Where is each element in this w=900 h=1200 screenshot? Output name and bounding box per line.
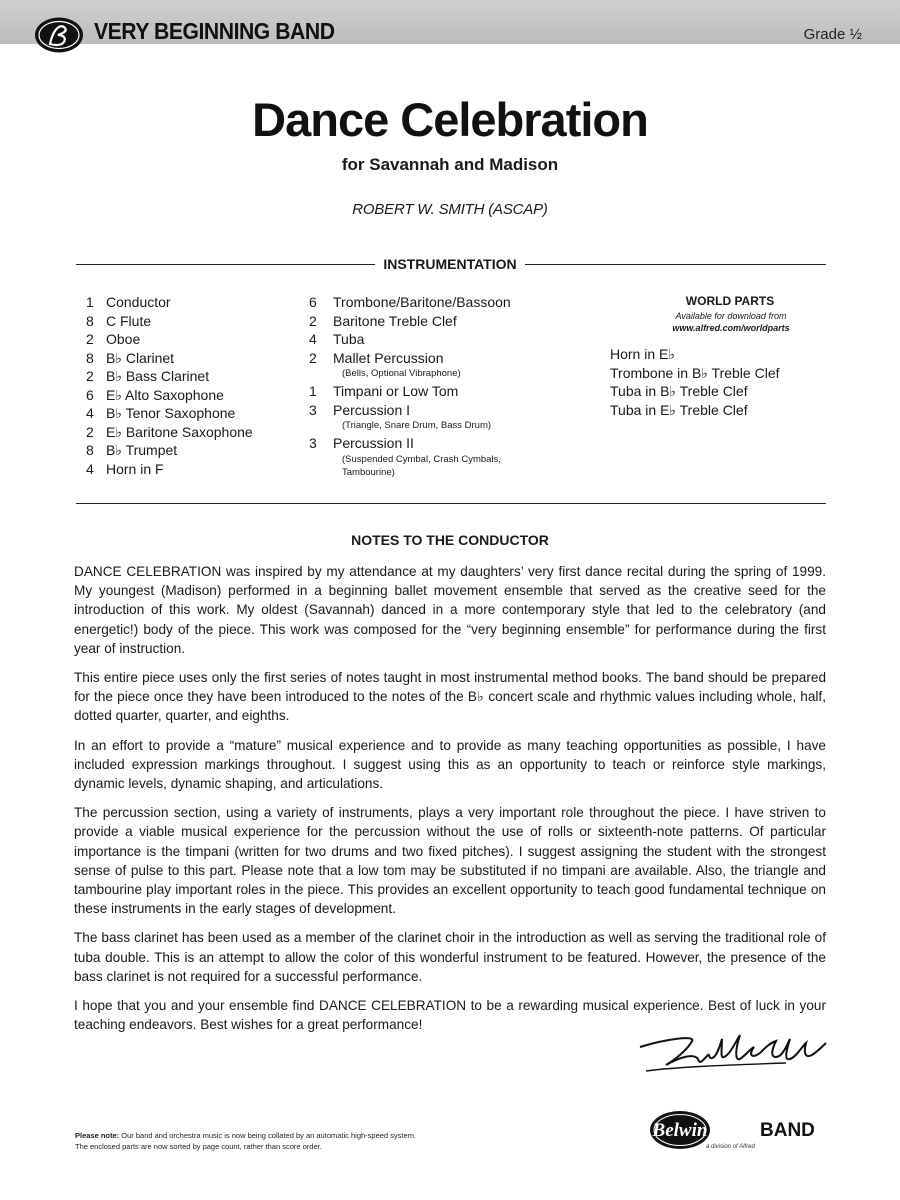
- list-item: Trombone in B♭ Treble Clef: [610, 364, 780, 381]
- list-item: Horn in E♭: [610, 346, 675, 362]
- series-logo-icon: [34, 16, 84, 54]
- instrument-name: Percussion II: [333, 435, 414, 451]
- series-title: VERY BEGINNING BAND: [94, 18, 335, 44]
- footnote-line1: Our band and orchestra music is now being collated by an automatic high-speed system.: [121, 1131, 417, 1140]
- brand-sub: a division of Alfred: [706, 1144, 755, 1150]
- instrument-qty: 2: [86, 368, 94, 384]
- divider: [76, 503, 826, 504]
- paragraph: The bass clarinet has been used as a member of the clarinet choir in the introduction as well as serving the traditional role of tuba double. This is an attempt to allow the color of this wonderful instrument to be featured. However, the presence of the bass clarinet is not required for a successful performance.: [74, 930, 826, 984]
- instrumentation-heading: [0, 256, 900, 272]
- instrument-name: Oboe: [106, 331, 141, 347]
- instrument-qty: 4: [86, 405, 94, 421]
- instrument-name: E♭ Alto Saxophone: [106, 386, 224, 403]
- footnote-line2: The enclosed parts are now sorted by page count, rather than score order.: [75, 1142, 322, 1151]
- notes-body: [74, 562, 826, 1044]
- instrument-qty: 6: [309, 294, 317, 310]
- instrument-note: (Bells, Optional Vibraphone): [342, 368, 461, 379]
- instrument-name: Mallet Percussion: [333, 349, 444, 366]
- world-parts-title: WORLD PARTS: [685, 294, 775, 308]
- instrument-qty: 1: [86, 294, 94, 310]
- instrument-list-2: [309, 293, 511, 481]
- instrument-note: (Suspended Cymbal, Crash Cymbals,: [342, 453, 501, 465]
- instrument-name: Trombone/Baritone/Bassoon: [333, 294, 511, 310]
- instrument-qty: 3: [309, 401, 317, 418]
- list-item: [309, 401, 511, 420]
- instrument-qty: 2: [86, 331, 94, 347]
- instrument-name: B♭ Trumpet: [106, 442, 178, 458]
- paragraph: I hope that you and your ensemble find DANCE CELEBRATION to be a rewarding musical experience. Best of luck in your teaching endeavors. Best wishes for a great performance!: [74, 998, 826, 1033]
- list-item: [86, 349, 253, 368]
- instrument-name: C Flute: [106, 312, 152, 329]
- instrument-qty: 2: [309, 312, 317, 329]
- footnote: [75, 1130, 416, 1152]
- list-item: [86, 367, 253, 386]
- paragraph: This entire piece uses only the first series of notes taught in most instrumental method books. The band should be prepared for the piece once they have been introduced to the notes of the B♭ concert scale and rhythmic values including whole, half, dotted quarter, quarter, and eighths.: [74, 670, 826, 724]
- instrument-name: B♭ Bass Clarinet: [106, 368, 210, 384]
- dedication: for Savannah and Madison: [341, 155, 559, 174]
- paragraph: DANCE CELEBRATION was inspired by my attendance at my daughters’ very first dance recital during the spring of 1999. My youngest (Madison) performed in a beginning ballet movement ensemble that served as the creative seed for the introduction of this work. My oldest (Savannah) danced in a more contemporary style that led to the celebratory (and energetic!) body of the piece. This work was composed for the “very beginning ensemble” for performance during the first year of instruction.: [74, 564, 826, 656]
- brand-name: BAND: [760, 1120, 815, 1141]
- signature-image: [636, 1025, 830, 1085]
- instrument-qty: 1: [309, 383, 317, 399]
- paragraph: The percussion section, using a variety of instruments, plays a very important role throughout the piece. I have striven to provide a viable musical experience for the percussion without the use of rolls or sixteenth-note patterns. Of particular importance is the timpani (written for two drums and two fixed pitches). I suggest assigning the student with the strongest sense of pulse to this part. Please note that a low tom may be substituted if no timpani are available. Also, the triangle and tambourine play important roles in the piece. This provides an excellent opportunity to teach good fundamental technique on these instruments in the early stages of development.: [74, 805, 826, 917]
- notes-heading-text: NOTES TO THE CONDUCTOR: [343, 532, 557, 548]
- list-item: [309, 382, 511, 401]
- list-item: [309, 330, 511, 349]
- instrument-name: Horn in F: [106, 460, 164, 477]
- list-item: Tuba in B♭ Treble Clef: [610, 383, 748, 399]
- list-item: [309, 293, 511, 312]
- instrument-name: Baritone Treble Clef: [333, 312, 457, 329]
- list-item: [86, 330, 253, 349]
- list-item: [309, 349, 511, 368]
- world-parts: [606, 294, 856, 419]
- list-item: [86, 441, 253, 460]
- list-item: [309, 434, 511, 453]
- instrument-qty: 6: [86, 386, 94, 403]
- instrument-qty: 2: [309, 349, 317, 366]
- instrument-qty: 2: [86, 423, 94, 440]
- belwin-script: Belwin: [652, 1120, 708, 1141]
- footnote-label: Please note:: [75, 1131, 120, 1140]
- list-item: [309, 312, 511, 331]
- paragraph: In an effort to provide a “mature” musical experience and to provide as many teaching opportunities as possible, I have included expression markings throughout. I suggest using this as an opportunity to teach or reinforce style markings, dynamic levels, dynamic shaping, and articulations.: [74, 737, 826, 792]
- instrument-name: Tuba: [333, 331, 365, 347]
- instrument-name: Percussion I: [333, 401, 411, 418]
- list-item: [86, 423, 253, 442]
- world-parts-url[interactable]: www.alfred.com/worldparts: [672, 323, 790, 333]
- instrument-qty: 8: [86, 312, 94, 329]
- instrument-name: E♭ Baritone Saxophone: [106, 423, 253, 440]
- instrument-name: B♭ Tenor Saxophone: [106, 405, 236, 421]
- page-title: Dance Celebration: [252, 93, 648, 146]
- list-item: [86, 460, 253, 479]
- instrument-name: Timpani or Low Tom: [333, 383, 459, 399]
- world-parts-list: [610, 345, 856, 419]
- instrument-qty: 8: [86, 442, 94, 458]
- instrument-name: B♭ Clarinet: [106, 349, 175, 366]
- composer: ROBERT W. SMITH (ASCAP): [352, 201, 548, 218]
- instrumentation-heading-text: INSTRUMENTATION: [375, 256, 524, 272]
- list-item: [86, 312, 253, 331]
- list-item: [86, 386, 253, 405]
- instrument-qty: 4: [309, 331, 317, 347]
- list-item: [86, 293, 253, 312]
- instrument-note: Tambourine): [342, 466, 395, 478]
- instrument-note: (Triangle, Snare Drum, Bass Drum): [342, 420, 492, 431]
- grade-label: Grade ½: [803, 26, 862, 43]
- instrument-name: Conductor: [106, 294, 171, 310]
- world-parts-note: Available for download from: [675, 311, 787, 321]
- instrument-list-1: [86, 293, 253, 478]
- instrument-qty: 8: [86, 349, 94, 366]
- list-item: Tuba in E♭ Treble Clef: [610, 401, 748, 418]
- instrument-qty: 3: [309, 435, 317, 451]
- notes-heading: [0, 532, 900, 548]
- instrument-qty: 4: [86, 460, 94, 477]
- list-item: [86, 404, 253, 423]
